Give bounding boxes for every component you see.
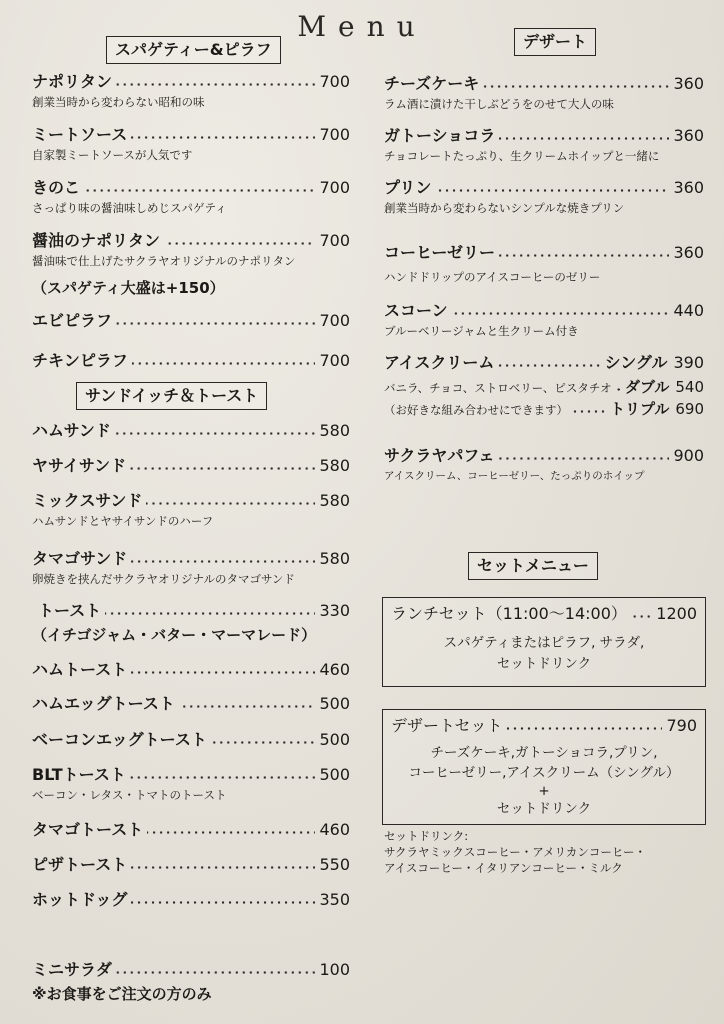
item-name: チーズケーキ [384,74,480,93]
section-spaghetti-pilaf: スパゲティー&ピラフ [106,36,281,64]
menu-item-shoyu-napolitan [32,231,350,269]
item-description: アイスクリーム、コーヒーゼリー、たっぷりのホイップ [384,470,645,482]
menu-item-mix-sand [32,491,350,529]
leader-dots [116,971,316,974]
leader-dots [164,242,315,245]
menu-item-bacon-egg-toast [32,730,350,750]
leader-dots [498,364,600,367]
menu-item-ham-toast [32,660,350,680]
leader-dots [131,136,315,139]
item-description: さっぱり味の醤油味しめじスパゲティ [32,201,227,215]
item-price: 360 [673,74,704,93]
item-price: 700 [319,311,350,330]
menu-item-ice-cream [384,353,704,419]
item-description: 卵焼きを挟んだサクラヤオリジナルのタマゴサンド [32,572,295,586]
menu-item-mini-salad [32,960,350,1004]
item-price: 900 [673,446,704,465]
item-price: 330 [319,601,350,620]
set-drink-list-1: サクラヤミックスコーヒー・アメリカンコーヒー・ [384,845,646,859]
menu-item-ham-sand [32,421,350,441]
menu-item-kinoko [32,178,350,216]
item-price: 550 [319,855,350,874]
item-price: 700 [319,72,350,91]
menu-item-toast [32,601,350,645]
lunch-set-box [382,597,706,687]
menu-item-gateau-chocolat [384,126,704,164]
item-description: ベーコン・レタス・トマトのトースト [32,788,227,802]
leader-dots [179,705,316,708]
menu-item-ebi-pilaf [32,311,350,331]
toast-toppings: （イチゴジャム・バター・マーマレード） [32,626,317,644]
item-description: ハムサンドとヤサイサンドのハーフ [32,514,214,528]
leader-dots [616,388,621,391]
item-price: 580 [319,456,350,475]
lunch-set-price: 1200 [656,604,697,623]
item-name: コーヒーゼリー [384,243,496,262]
item-description: ハンドドリップのアイスコーヒーのゼリー [384,270,601,284]
item-price: 350 [319,890,350,909]
leader-dots [499,137,669,140]
leader-dots [84,189,315,192]
item-name: アイスクリーム [384,353,495,372]
section-sandwich-toast: サンドイッチ＆トースト [76,382,267,410]
menu-item-meat-sauce [32,125,350,163]
item-price: 580 [319,549,350,568]
item-price: 700 [319,351,350,370]
item-name: エビピラフ [32,311,113,330]
menu-item-cheesecake [384,74,704,112]
item-name: タマゴトースト [32,820,144,839]
item-name: ミニサラダ [32,960,112,979]
item-name: ハムエッグトースト [32,694,175,713]
leader-dots [105,612,315,615]
page-title: Menu [297,10,427,43]
item-name: スコーン [384,301,448,320]
item-name: ハムトースト [32,660,128,679]
item-price: 700 [319,231,350,250]
item-name: サクラヤパフェ [384,446,495,465]
item-price: 360 [673,126,704,145]
menu-item-chicken-pilaf [32,351,350,371]
leader-dots [572,410,606,413]
leader-dots [499,254,669,257]
leader-dots [130,467,315,470]
ice-double-label: ダブル [624,378,670,396]
menu-item-napolitan [32,72,350,110]
item-price: 100 [319,960,350,979]
item-name: ガトーショコラ [384,126,496,145]
item-name: BLTトースト [32,765,126,784]
ice-single-label: シングル [604,353,668,372]
leader-dots [132,362,316,365]
dessert-set-line3: セットドリンク [496,801,592,817]
leader-dots [116,322,315,325]
section-set-menu: セットメニュー [468,552,598,580]
lunch-set-line1: スパゲティまたはピラフ, サラダ, [443,635,645,651]
leader-dots [631,615,652,618]
item-description: 醤油味で仕上げたサクラヤオリジナルのナポリタン [32,254,296,268]
dessert-set-line1: チーズケーキ,ガトーショコラ,プリン, [430,745,658,761]
salad-note: ※お食事をご注文の方のみ [32,985,212,1003]
leader-dots [483,85,669,88]
item-price: 580 [319,421,350,440]
item-name: きのこ [32,178,81,197]
item-description: 創業当時から変わらない昭和の味 [32,95,205,109]
leader-dots [146,502,315,505]
ice-triple-label: トリプル [609,400,670,418]
item-price: 700 [319,125,350,144]
ice-triple-price: 690 [675,400,704,418]
dessert-set-price: 790 [666,716,697,735]
ice-double-price: 540 [675,378,704,396]
leader-dots [131,866,315,869]
leader-dots [211,741,316,744]
menu-item-pizza-toast [32,855,350,875]
item-price: 440 [673,301,704,320]
lunch-set-name: ランチセット（11:00〜14:00） [391,604,627,623]
large-portion-note: （スパゲティ大盛は+150） [32,279,225,297]
dessert-set-line2: コーヒーゼリー,アイスクリーム（シングル） [408,765,680,781]
item-price: 460 [319,820,350,839]
menu-item-pudding [384,178,704,216]
item-description: 創業当時から変わらないシンプルな焼きプリン [384,201,625,215]
item-price: 500 [319,694,350,713]
leader-dots [115,432,316,435]
item-price: 500 [319,765,350,784]
menu-item-hotdog [32,890,350,910]
ice-single-price: 390 [673,353,704,372]
item-price: 460 [319,660,350,679]
leader-dots [452,312,670,315]
item-name: ホットドッグ [32,890,128,909]
menu-item-coffee-jelly [384,243,704,285]
item-name: チキンピラフ [32,351,128,370]
item-name: ミックスサンド [32,491,143,510]
leader-dots [131,560,315,563]
item-description: 自家製ミートソースが人気です [32,148,193,162]
leader-dots [131,671,315,674]
leader-dots [131,901,315,904]
item-name: ミートソース [32,125,128,144]
leader-dots [130,776,316,779]
item-name: ヤサイサンド [32,456,127,475]
item-price: 500 [319,730,350,749]
leader-dots [507,727,663,730]
item-price: 360 [673,178,704,197]
item-price: 360 [673,243,704,262]
item-name: ナポリタン [32,72,113,91]
leader-dots [499,457,670,460]
section-dessert: デザート [514,28,596,56]
item-name: タマゴサンド [32,549,128,568]
item-name: ハムサンド [32,421,111,440]
menu-item-tamago-sand [32,549,350,587]
item-name: ピザトースト [32,855,128,874]
item-description: チョコレートたっぷり、生クリームホイップと一緒に [384,149,660,163]
dessert-set-box [382,709,706,825]
item-name: プリン [384,178,432,197]
item-name: 醤油のナポリタン [32,231,161,250]
dessert-set-name: デザートセット [391,716,503,735]
set-drink-heading: セットドリンク: [384,829,469,843]
ice-combo-note: （お好きな組み合わせにできます） [384,403,568,417]
item-name: ベーコンエッグトースト [32,730,207,749]
item-description: ブルーベリージャムと生クリーム付き [384,324,579,338]
ice-flavors: バニラ、チョコ、ストロベリー、ピスタチオ [384,381,612,395]
item-description: ラム酒に漬けた干しぶどうをのせて大人の味 [384,97,614,111]
menu-item-tamago-toast [32,820,350,840]
menu-item-ham-egg-toast [32,694,350,714]
leader-dots [435,189,669,192]
item-price: 580 [319,491,350,510]
item-name: トースト [38,601,102,620]
lunch-set-line2: セットドリンク [496,656,592,672]
menu-item-yasai-sand [32,456,350,476]
leader-dots [116,83,315,86]
leader-dots [147,831,315,834]
menu-item-scone [384,301,704,339]
dessert-set-plus: + [538,783,550,799]
menu-item-parfait [384,446,704,484]
menu-item-blt-toast [32,765,350,803]
item-price: 700 [319,178,350,197]
set-drink-note [384,828,704,876]
set-drink-list-2: アイスコーヒー・イタリアンコーヒー・ミルク [384,861,623,875]
